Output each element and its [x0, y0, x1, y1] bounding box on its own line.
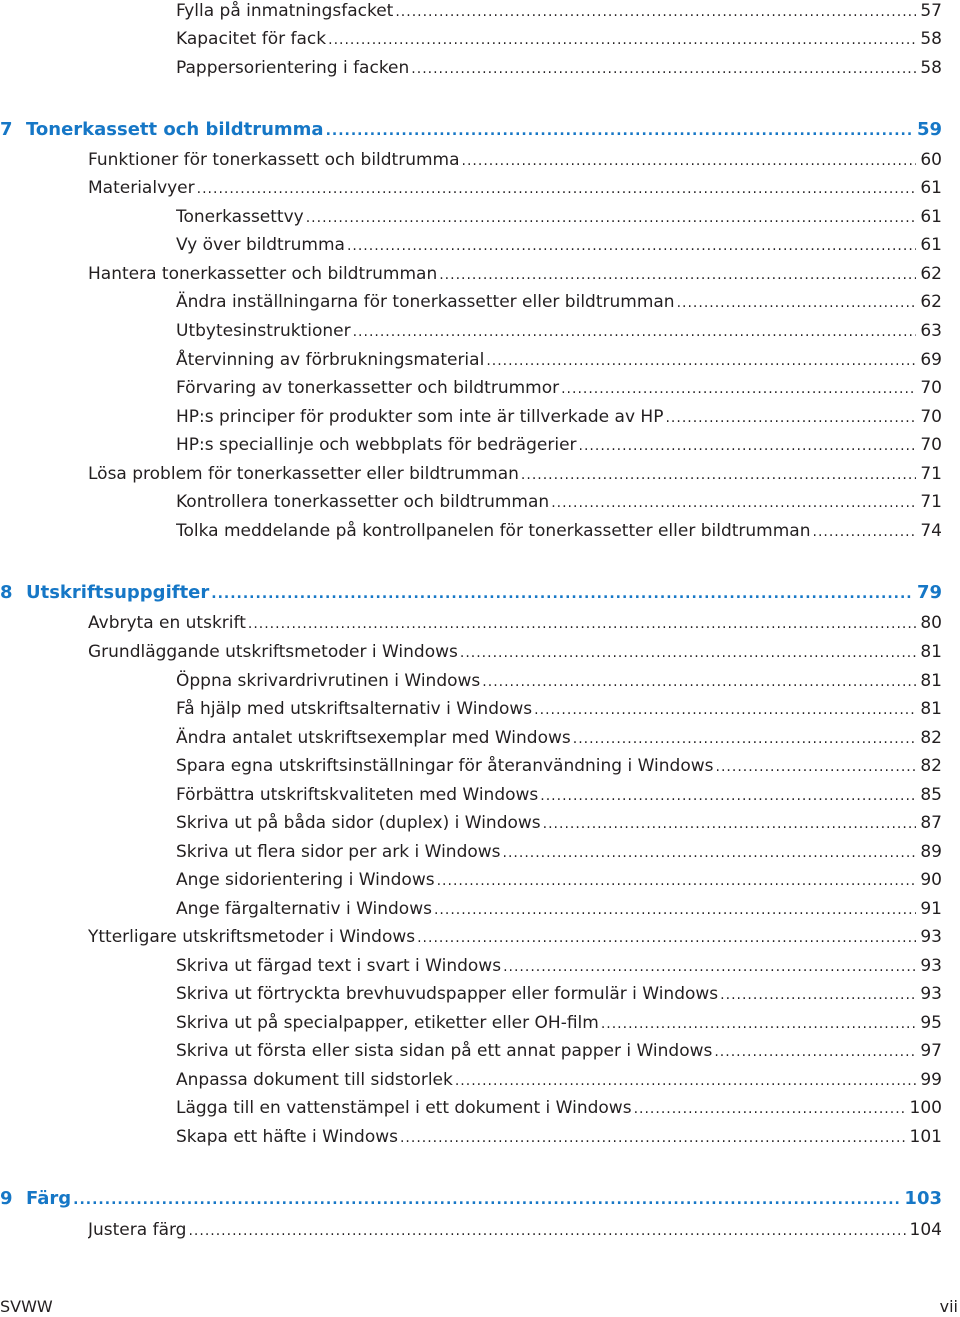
footer-language-code: SVWW — [0, 1297, 53, 1316]
toc-entry[interactable] — [88, 463, 942, 486]
dot-leader — [211, 583, 913, 605]
toc-page-number: 58 — [920, 29, 942, 49]
dot-leader — [561, 378, 916, 400]
toc-entry[interactable] — [176, 234, 942, 257]
toc-entry-title: Anpassa dokument till sidstorlek — [176, 1070, 453, 1090]
toc-entry-title: HP:s principer för produkter som inte är tillverkade av HP — [176, 407, 664, 427]
toc-page-number: 103 — [904, 1188, 942, 1209]
toc-page-number: 59 — [916, 119, 942, 140]
dot-leader — [720, 984, 916, 1006]
dot-leader — [714, 1041, 916, 1063]
toc-page-number: 69 — [920, 350, 942, 370]
toc-entry[interactable] — [176, 812, 942, 835]
toc-page-number: 82 — [920, 756, 942, 776]
toc-entry[interactable] — [176, 28, 942, 51]
toc-entry-title: Ange färgalternativ i Windows — [176, 899, 432, 919]
toc-page-number: 70 — [920, 378, 942, 398]
toc-entry[interactable] — [176, 320, 942, 343]
toc-entry[interactable] — [176, 349, 942, 372]
toc-entry-title — [0, 119, 326, 141]
dot-leader — [347, 235, 916, 257]
toc-page-number: 99 — [920, 1070, 942, 1090]
dot-leader — [665, 407, 916, 429]
toc-entry-title: Ändra inställningarna för tonerkassetter eller bildtrumman — [176, 292, 675, 312]
dot-leader — [306, 207, 917, 229]
toc-entry-title: Skriva ut färgad text i svart i Windows — [176, 956, 502, 976]
toc-page-number: 60 — [920, 150, 942, 170]
chapter-number: 9 — [0, 1188, 13, 1209]
toc-page-number: 93 — [920, 927, 942, 947]
toc-entry[interactable] — [176, 784, 942, 807]
toc-entry-title: Tolka meddelande på kontrollpanelen för tonerkassetter eller bildtrumman — [176, 521, 811, 541]
toc-page-number: 87 — [920, 813, 942, 833]
dot-leader — [540, 785, 916, 807]
chapter-number: 8 — [0, 582, 13, 603]
toc-entry-title: Ange sidorientering i Windows — [176, 870, 435, 890]
dot-leader — [482, 671, 916, 693]
toc-page-number: 93 — [920, 956, 942, 976]
dot-leader — [503, 956, 916, 978]
toc-entry[interactable] — [176, 57, 942, 80]
toc-entry[interactable] — [176, 1012, 942, 1035]
toc-entry-title: Skriva ut på specialpapper, etiketter eller OH-film — [176, 1013, 599, 1033]
toc-entry-title: Skriva ut första eller sista sidan på ett annat papper i Windows — [176, 1041, 713, 1061]
toc-entry[interactable] — [176, 955, 942, 978]
toc-page-number: 61 — [920, 235, 942, 255]
toc-entry-title: Grundläggande utskriftsmetoder i Windows — [88, 642, 458, 662]
dot-leader — [521, 464, 916, 486]
toc-entry-title: Lägga till en vattenstämpel i ett dokument i Windows — [176, 1098, 632, 1118]
dot-leader — [716, 756, 917, 778]
toc-entry-title: Öppna skrivardrivrutinen i Windows — [176, 671, 481, 691]
toc-entry-title: Hantera tonerkassetter och bildtrumman — [88, 264, 438, 284]
toc-chapter-heading[interactable] — [0, 1188, 942, 1211]
chapter-title: Utskriftsuppgifter — [26, 582, 210, 603]
toc-entry-title: Ändra antalet utskriftsexemplar med Windows — [176, 728, 571, 748]
dot-leader — [534, 699, 916, 721]
dot-leader — [543, 813, 917, 835]
toc-page-number: 74 — [920, 521, 942, 541]
toc-entry[interactable] — [176, 520, 942, 543]
toc-page-number: 63 — [920, 321, 942, 341]
dot-leader — [326, 120, 913, 142]
toc-page-number: 97 — [920, 1041, 942, 1061]
toc-entry-title: Materialvyer — [88, 178, 195, 198]
toc-entry[interactable] — [176, 1040, 942, 1063]
toc-page-number: 57 — [920, 1, 942, 21]
toc-entry[interactable] — [88, 612, 942, 635]
dot-leader — [460, 642, 916, 664]
toc-entry[interactable] — [176, 206, 942, 229]
toc-entry[interactable] — [88, 926, 942, 949]
toc-chapter-heading[interactable] — [0, 119, 942, 142]
toc-entry-title: Ytterligare utskriftsmetoder i Windows — [88, 927, 416, 947]
toc-page-number: 100 — [909, 1098, 942, 1118]
toc-page-number: 62 — [920, 264, 942, 284]
toc-entry[interactable] — [176, 983, 942, 1006]
toc-entry[interactable] — [176, 755, 942, 778]
dot-leader — [486, 350, 916, 372]
toc-page-number: 104 — [909, 1220, 942, 1240]
toc-entry[interactable] — [88, 641, 942, 664]
toc-entry[interactable] — [176, 841, 942, 864]
toc-page-number: 61 — [920, 178, 942, 198]
dot-leader — [395, 1, 916, 23]
dot-leader — [73, 1189, 900, 1211]
toc-entry[interactable] — [176, 869, 942, 892]
toc-page-number: 91 — [920, 899, 942, 919]
toc-page-number: 62 — [920, 292, 942, 312]
toc-page-number: 80 — [920, 613, 942, 633]
toc-entry[interactable] — [88, 263, 942, 286]
toc-entry[interactable] — [88, 1219, 942, 1242]
toc-page-number: 81 — [920, 642, 942, 662]
dot-leader — [197, 178, 917, 200]
toc-page-number: 101 — [909, 1127, 942, 1147]
toc-entry-title: Kontrollera tonerkassetter och bildtrumman — [176, 492, 550, 512]
toc-entry[interactable] — [88, 177, 942, 200]
toc-entry[interactable] — [176, 291, 942, 314]
dot-leader — [573, 728, 917, 750]
toc-entry-title: Skriva ut förtryckta brevhuvudspapper eller formulär i Windows — [176, 984, 719, 1004]
toc-entry-title: Få hjälp med utskriftsalternativ i Windows — [176, 699, 533, 719]
toc-entry[interactable] — [176, 491, 942, 514]
toc-page-number: 79 — [916, 582, 942, 603]
toc-entry[interactable] — [176, 727, 942, 750]
toc-entry[interactable] — [176, 406, 942, 429]
toc-page-number: 81 — [920, 671, 942, 691]
toc-entry-title: HP:s speciallinje och webbplats för bedrägerier — [176, 435, 577, 455]
toc-entry[interactable] — [176, 670, 942, 693]
toc-entry-title: Återvinning av förbrukningsmaterial — [176, 350, 485, 370]
toc-entry-title: Fylla på inmatningsfacket — [176, 1, 394, 21]
dot-leader — [455, 1070, 917, 1092]
toc-entry[interactable] — [176, 898, 942, 921]
chapter-title: Tonerkassett och bildtrumma — [26, 119, 324, 140]
toc-page-number: 71 — [920, 492, 942, 512]
toc-entry-title: Kapacitet för fack — [176, 29, 327, 49]
toc-entry-title: Lösa problem för tonerkassetter eller bildtrumman — [88, 464, 519, 484]
toc-page-number: 89 — [920, 842, 942, 862]
dot-leader — [400, 1127, 906, 1149]
dot-leader — [434, 899, 916, 921]
toc-entry-title: Pappersorientering i facken — [176, 58, 410, 78]
dot-leader — [353, 321, 917, 343]
toc-page-number: 71 — [920, 464, 942, 484]
toc-page-number: 70 — [920, 407, 942, 427]
dot-leader — [462, 150, 917, 172]
toc-page-number: 58 — [920, 58, 942, 78]
toc-page-number: 61 — [920, 207, 942, 227]
toc-entry-title: Justera färg — [88, 1220, 187, 1240]
toc-page-number: 85 — [920, 785, 942, 805]
toc-entry-title: Spara egna utskriftsinställningar för återanvändning i Windows — [176, 756, 714, 776]
toc-entry-title — [0, 1188, 73, 1210]
toc-entry-title: Skapa ett häfte i Windows — [176, 1127, 398, 1147]
toc-entry[interactable] — [176, 0, 942, 23]
dot-leader — [677, 292, 917, 314]
toc-entry-title — [0, 582, 211, 604]
dot-leader — [601, 1013, 917, 1035]
toc-page-number: 82 — [920, 728, 942, 748]
toc-page-number: 81 — [920, 699, 942, 719]
dot-leader — [328, 29, 916, 51]
toc-entry-title: Skriva ut på båda sidor (duplex) i Windows — [176, 813, 541, 833]
dot-leader — [439, 264, 916, 286]
toc-entry[interactable] — [176, 1097, 942, 1120]
toc-entry[interactable] — [176, 698, 942, 721]
toc-entry[interactable] — [176, 434, 942, 457]
chapter-title: Färg — [26, 1188, 72, 1209]
toc-entry-title: Förvaring av tonerkassetter och bildtrummor — [176, 378, 560, 398]
dot-leader — [579, 435, 917, 457]
toc-entry-title: Avbryta en utskrift — [88, 613, 246, 633]
dot-leader — [248, 613, 916, 635]
dot-leader — [503, 842, 917, 864]
chapter-number: 7 — [0, 119, 13, 140]
toc-page-number: 95 — [920, 1013, 942, 1033]
toc-entry-title: Förbättra utskriftskvaliteten med Windows — [176, 785, 539, 805]
toc-entry[interactable] — [176, 1126, 942, 1149]
dot-leader — [437, 870, 917, 892]
toc-entry-title: Utbytesinstruktioner — [176, 321, 351, 341]
toc-page-number: 93 — [920, 984, 942, 1004]
toc-entry-title: Funktioner för tonerkassett och bildtrumma — [88, 150, 460, 170]
dot-leader — [551, 492, 916, 514]
toc-entry-title: Tonerkassettvy — [176, 207, 304, 227]
toc-entry[interactable] — [88, 149, 942, 172]
toc-chapter-heading[interactable] — [0, 582, 942, 605]
toc-entry-title: Vy över bildtrumma — [176, 235, 345, 255]
toc-entry-title: Skriva ut flera sidor per ark i Windows — [176, 842, 501, 862]
dot-leader — [634, 1098, 906, 1120]
dot-leader — [813, 521, 917, 543]
dot-leader — [417, 927, 916, 949]
footer-page-number: vii — [939, 1297, 958, 1316]
toc-entry[interactable] — [176, 1069, 942, 1092]
dot-leader — [411, 58, 916, 80]
toc-entry[interactable] — [176, 377, 942, 400]
toc-page-number: 90 — [920, 870, 942, 890]
dot-leader — [188, 1220, 905, 1242]
toc-page-number: 70 — [920, 435, 942, 455]
